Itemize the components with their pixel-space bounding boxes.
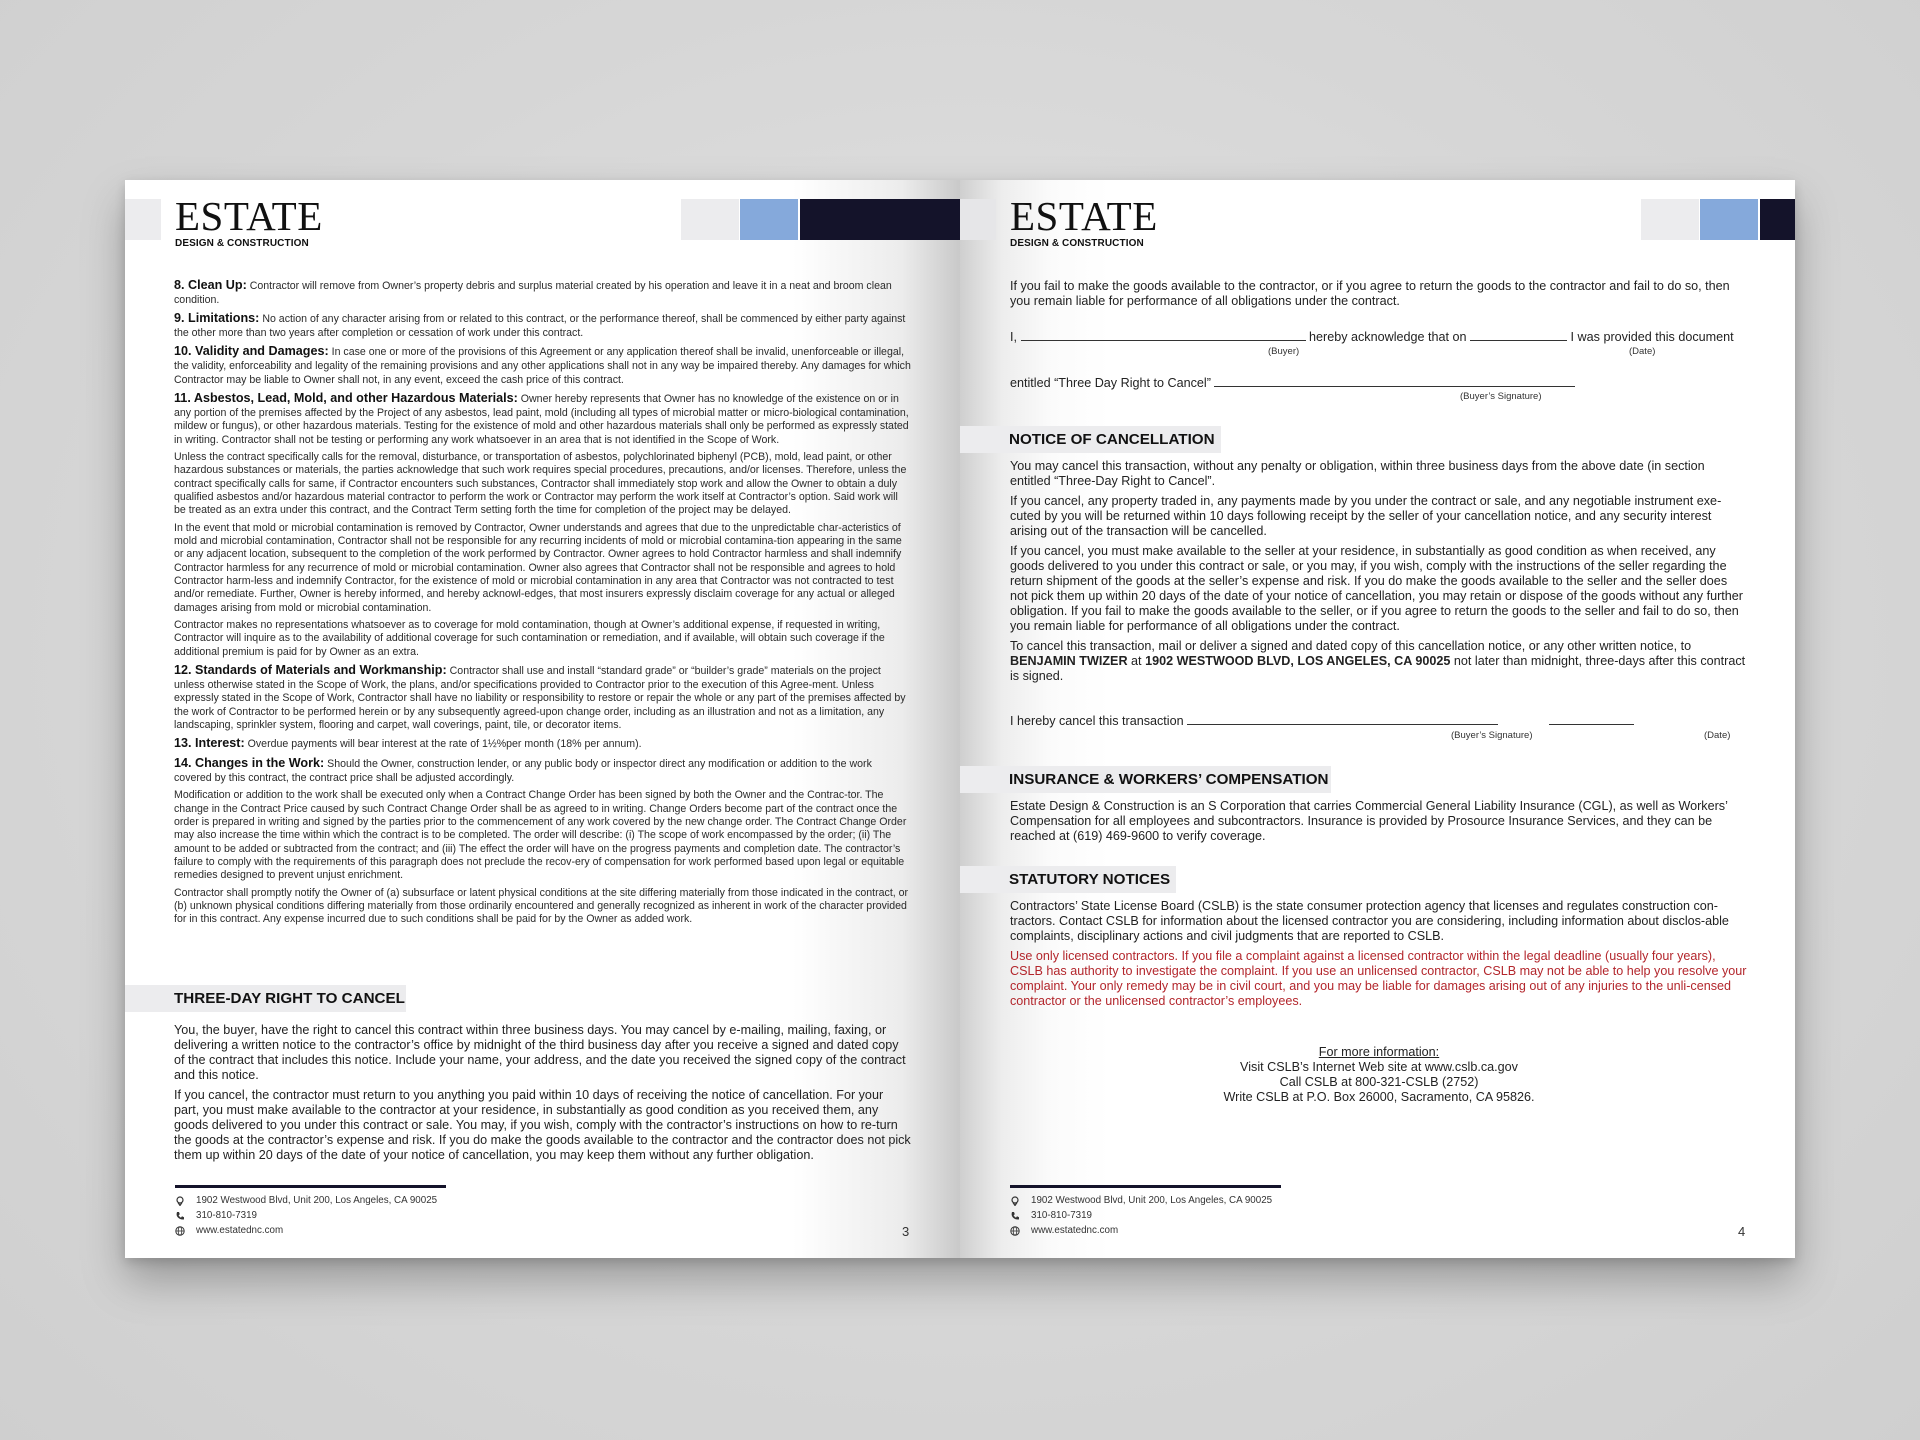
section-title: INSURANCE & WORKERS’ COMPENSATION xyxy=(1009,771,1329,788)
phone-icon xyxy=(175,1211,185,1221)
page-number: 4 xyxy=(1738,1224,1746,1239)
body-paragraph: If you cancel, you must make available to the seller at your residence, in substantially as good condition as when received, any goods delivered to you under this contract or sale, or you may, if you wish, comply with the instructions of the seller regarding the return shipment of the goods at the seller’s expense and risk. If you do make the goods available to the seller and the seller does not pick them up within 20 days of the date of your notice of cancellation, you may retain or dispose of the goods without any further obligation. If you fail to make the goods available to the seller, or if you agree to return the goods to the seller and fail to do so, then you remain liable for performance of all obligations under the contract. xyxy=(1010,543,1743,633)
three-day-body xyxy=(174,1023,911,1168)
clause-11-paragraph: Contractor makes no representations whatsoever as to coverage for mold contamination, though at Owner’s additional expense, if requested in writing, Contractor will inquire as to the availability of additional coverage for such contamination or remediation, and if available, will obtain such coverage if the additional premium is paid for by Owner as an extra. xyxy=(174,618,885,658)
header-block-gray xyxy=(1641,199,1699,240)
clause-14-paragraph: Modification or addition to the work shall be executed only when a Contract Change Order has been signed by both the Owner and the Contrac-tor. The change in the Contract Price caused by such Contract Change Order shall be as agreed to in writing. Change Orders become part of the contract once the order is prepared in writing and signed by the parties prior to the commencement of any work covered by the new change order. The Contract Change Order may also increase the time within which the contract is to be completed. The order will describe: (i) The scope of work encompassed by the order; (ii) The amount to be added or subtracted from the contract; and (iii) The effect the order will have on the progress payments and completion date. The contractor’s failure to comply with the requirements of this paragraph does not preclude the recov-ery of compensation for work performed based upon legal or equitable remedies designed to prevent unjust enrichment. xyxy=(174,789,907,882)
intro-paragraph: If you fail to make the goods available to the contractor, or if you agree to return the goods to the contractor and fail to do so, then you remain liable for performance of all obligations under the contract. xyxy=(1010,279,1730,308)
header-block-blue xyxy=(1700,199,1758,240)
footer-phone: 310-810-7319 xyxy=(1031,1210,1093,1221)
clause-13: 13. Interest: Overdue payments will bear interest at the rate of 1½%per month (18% per annum). xyxy=(174,736,642,751)
cancel-date-field[interactable] xyxy=(1549,712,1634,725)
licensed-contractor-warning: Use only licensed contractors. If you file a complaint against a licensed contractor within the legal deadline (usually four years), CSLB has authority to investigate the complaint. If you use an unlicensed contractor, CSLB may not be able to help you resolve your complaint. Your only remedy may be in civil court, and you may be liable for damages arising out of any injuries to the unli-censed contractor or the unlicensed contractor’s employees. xyxy=(1010,948,1747,1008)
location-pin-icon xyxy=(175,1196,185,1206)
cancel-line: I hereby cancel this transaction xyxy=(1010,712,1634,728)
page-left xyxy=(125,180,960,1258)
body-paragraph: If you cancel, the contractor must return to you anything you paid within 10 days of receiving the notice of cancellation. For your part, you must make available to the contractor at your residence, in substantially as good condition as you received them, any goods delivered to you under this contract or sale. You may, if you wish, comply with the contractor’s instructions on how to re-turn the goods at the contractor’s expense and risk. If you do make the goods available to the contractor and the contractor does not pick them up within 20 days of the date of your notice of cancellation, you may keep them without any further obligation. xyxy=(174,1087,911,1162)
clause-11-paragraph: In the event that mold or microbial contamination is removed by Contractor, Owner understands and agrees that due to the unpredictable char-acteristics of mold and microbial contamination, Contractor shall not be responsible for any recurring incidents of mold or microbial contamina-tion appearing in the same or any adjacent location, subsequent to the completion of the work performed by Contractor. Owner agrees to hold Contractor harmless and shall indemnify Contractor harmless for any recurrence of mold or microbial contamination. Owner also agrees that Contractor shall not be responsible and agrees to hold Contractor harm-less and indemnify Contractor, for the existence of mold or microbial contamination in any area that Contractor was not contracted to test and/or remediate. Further, Owner is hereby informed, and hereby acknowl-edges, that most insurers expressly disclaim coverage for any actual or alleged damages arising from mold or microbial contamination. xyxy=(174,521,902,614)
body-paragraph: Estate Design & Construction is an S Corporation that carries Commercial General Liability Insurance (CGL), as well as Workers’ Compensation for all employees and subcontractors. Insurance is provided by Prosource Insurance Services, and they can be reached at (619) 469-9600 to verify coverage. xyxy=(1010,799,1728,843)
clause-11: 11. Asbestos, Lead, Mold, and other Hazardous Materials: Owner hereby represents that Owner has no knowledge of the existence on or in any portion of the premises affected by the Project of any asbestos, lead paint, mold (including all types of microbial matter or micro-biological contamination, mildew or fungus), or other hazardous materials. Testing for the existence of mold and other hazardous materials shall only be performed as expressly stated in writing. Contractor shall not be testing or performing any work whatsoever in an area that is not identified in the Scope of Work. xyxy=(174,390,909,446)
header-block-gray xyxy=(681,199,739,240)
cancel-signature-field[interactable] xyxy=(1187,712,1498,725)
notice-body xyxy=(1010,459,1748,689)
section-title: NOTICE OF CANCELLATION xyxy=(1009,431,1215,448)
phone-icon xyxy=(1010,1211,1020,1221)
more-information xyxy=(1010,1045,1748,1105)
more-info-line: Visit CSLB’s Internet Web site at www.cslb.ca.gov xyxy=(1240,1060,1518,1075)
insurance-body xyxy=(1010,799,1748,849)
clause-14-paragraph: Contractor shall promptly notify the Owner of (a) subsurface or latent physical conditions at the site differing materially from those indicated in the contract, or (b) unknown physical conditions differing materially from those ordinarily encountered and generally recognized as inherent in work of the character provided for in this contract. Any expense incurred due to such conditions shall be paid for by the Owner as added work. xyxy=(174,886,909,926)
header-accent-bar xyxy=(960,199,996,240)
globe-icon xyxy=(175,1226,185,1236)
more-info-line: Write CSLB at P.O. Box 26000, Sacramento, CA 95826. xyxy=(1223,1090,1535,1105)
header-block-navy xyxy=(800,199,960,240)
section-header-insurance xyxy=(960,766,1331,793)
section-title: THREE-DAY RIGHT TO CANCEL xyxy=(174,990,405,1007)
section-header-notice xyxy=(960,426,1221,453)
body-paragraph: You, the buyer, have the right to cancel this contract within three business days. You may cancel by e-mailing, mailing, faxing, or delivering a written notice to the contractor’s office by midnight of the third business day after you receive a signed and dated copy of the contract that includes this notice. Include your name, your address, and the date you received the signed copy of the contract and this notice. xyxy=(174,1023,906,1082)
footer-website[interactable]: www.estatednc.com xyxy=(196,1225,284,1236)
brand-name: ESTATE xyxy=(1010,193,1158,239)
acknowledgement-line: I, hereby acknowledge that on I was provided this document xyxy=(1010,330,1734,344)
date-caption: (Date) xyxy=(1704,730,1731,741)
statutory-body xyxy=(1010,899,1748,1014)
body-paragraph: Contractors’ State License Board (CSLB) is the state consumer protection agency that licenses and regulates construction con-tractors. Contact CSLB for information about the licensed contractor you are considering, including information about disclos-able complaints, disciplinary actions and civil judgments that are reported to CSLB. xyxy=(1010,899,1729,943)
globe-icon xyxy=(1010,1226,1020,1236)
signature-caption: (Buyer’s Signature) xyxy=(1451,730,1533,741)
header-block-navy xyxy=(1760,199,1795,240)
mail-instructions: To cancel this transaction, mail or deliver a signed and dated copy of this cancellation notice, or any other written notice, to BENJAMIN TWIZER at 1902 WESTWOOD BLVD, LOS ANGELES, CA 90025 not later than midnight, three-days after this contract is signed. xyxy=(1010,638,1746,683)
section-title: STATUTORY NOTICES xyxy=(1009,871,1171,888)
brand-name: ESTATE xyxy=(175,193,323,239)
footer-phone: 310-810-7319 xyxy=(196,1210,258,1221)
date-caption: (Date) xyxy=(1629,346,1656,357)
body-paragraph: If you cancel, any property traded in, any payments made by you under the contract or sale, and any negotiable instrument exe-cuted by you will be returned within 10 days following receipt by the seller of your cancellation notice, and any security interest arising out of the transaction will be cancelled. xyxy=(1010,493,1722,538)
body-paragraph: You may cancel this transaction, without any penalty or obligation, within three business days from the above date (in section entitled “Three-Day Right to Cancel”. xyxy=(1010,459,1705,488)
footer-rule xyxy=(175,1185,446,1188)
brand-logo xyxy=(1010,193,1158,249)
more-info-heading: For more information: xyxy=(1318,1045,1440,1059)
recipient-address: 1902 WESTWOOD BLVD, LOS ANGELES, CA 90025 xyxy=(1145,653,1451,668)
clause-11-paragraph: Unless the contract specifically calls for the removal, disturbance, or transportation of asbestos, polychlorinated biphenyl (PCB), mold, lead paint, or other hazardous substances or materials, the parties acknowledge that such work requires special procedures, precautions, and/or licenses. Therefore, unless the contract specifically calls for same, if Contractor encounters such substances, Contractor shall immediately stop work and allow the Owner to obtain a duly qualified asbestos and/or hazardous material contractor to perform the work or Contractor may perform the work itself at Contractor’s option. Said work will be treated as an extra under this contract, and the Contract Term setting forth the time for completion of the project may be delayed. xyxy=(174,450,907,517)
buyer-name-field[interactable] xyxy=(1021,328,1306,341)
section-header-three-day xyxy=(125,985,406,1012)
entitled-line: entitled “Three Day Right to Cancel” xyxy=(1010,374,1575,390)
recipient-name: BENJAMIN TWIZER xyxy=(1010,653,1128,668)
more-info-line: Call CSLB at 800-321-CSLB (2752) xyxy=(1279,1075,1479,1090)
brand-tagline: DESIGN & CONSTRUCTION xyxy=(1010,238,1144,249)
date-field[interactable] xyxy=(1470,328,1567,341)
intro-text xyxy=(1010,279,1748,314)
page-right xyxy=(960,180,1795,1258)
contract-clauses xyxy=(174,278,911,931)
clause-14: 14. Changes in the Work: Should the Owner, construction lender, or any public body or inspector direct any modification or addition to the work covered by this contract, the contract price shall be adjusted accordingly. xyxy=(174,756,872,784)
buyer-signature-field[interactable] xyxy=(1214,374,1575,387)
brochure-spread xyxy=(125,180,1795,1258)
brand-logo xyxy=(175,193,323,249)
buyer-caption: (Buyer) xyxy=(1268,346,1300,357)
page-number: 3 xyxy=(902,1224,910,1239)
clause-9: 9. Limitations: No action of any character arising from or related to this contract, or the performance thereof, shall be commenced by either party against the other more than two years after completion or cessation of work under this contract. xyxy=(174,311,906,340)
brand-tagline: DESIGN & CONSTRUCTION xyxy=(175,238,309,249)
footer-rule xyxy=(1010,1185,1281,1188)
header-block-blue xyxy=(740,199,798,240)
footer-address: 1902 Westwood Blvd, Unit 200, Los Angeles, CA 90025 xyxy=(1031,1195,1273,1206)
header-accent-bar xyxy=(125,199,161,240)
clause-8: 8. Clean Up: Contractor will remove from Owner’s property debris and surplus material created by his operation and leave it in a neat and broom clean condition. xyxy=(174,278,892,306)
signature-caption: (Buyer’s Signature) xyxy=(1460,391,1542,402)
section-header-statutory xyxy=(960,866,1176,893)
clause-10: 10. Validity and Damages: In case one or more of the provisions of this Agreement or any application thereof shall be invalid, unenforceable or illegal, the validity, enforceability and legality of the remaining provisions and any other applications shall not in any way be impaired thereby. Any damages for which Contractor may be liable to Owner shall not, in any event, exceed the cash price of this contract. xyxy=(174,344,911,386)
location-pin-icon xyxy=(1010,1196,1020,1206)
footer-address: 1902 Westwood Blvd, Unit 200, Los Angeles, CA 90025 xyxy=(196,1195,438,1206)
clause-12: 12. Standards of Materials and Workmanship: Contractor shall use and install “standard grade” or “builder’s grade” materials on the project unless otherwise stated in the Scope of Work, the plans, and/or specifications provided to Contractor prior to the execution of this Agree-ment. Unless expressly stated in the Scope of Work, Contractor shall have no liability or responsibility to restore or repair the whole or any part of the premises affected by the work of Contractor to be performed herein or by any subsequently agreed-upon change order, including as an illustration and not as a limitation, any landscaping, sprinkler system, flooring and carpet, wall coverings, paint, tile, or decorator items. xyxy=(174,663,906,731)
footer-website[interactable]: www.estatednc.com xyxy=(1031,1225,1119,1236)
